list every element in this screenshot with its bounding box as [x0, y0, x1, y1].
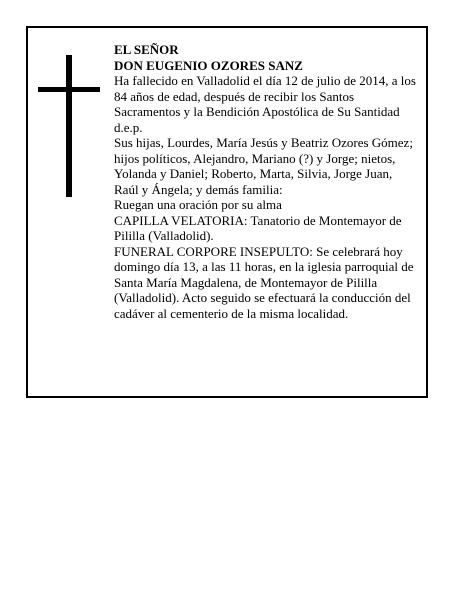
prayer-request: Ruegan una oración por su alma: [114, 197, 282, 212]
chapel-info: CAPILLA VELATORIA: Tanatorio de Montemayor de Pililla (Valladolid).: [114, 212, 402, 243]
cross-vertical-bar: [66, 55, 72, 197]
obituary-notice: [26, 26, 428, 398]
title-line: EL SEÑOR: [114, 42, 179, 57]
cross-horizontal-bar: [38, 87, 100, 92]
family-list: Sus hijas, Lourdes, María Jesús y Beatriz Ozores Gómez; hijos políticos, Alejandro, Mariano (?) y Jorge; nietos, Yolanda y Daniel; Roberto, Marta, Silvia, Jorge Juan, Raúl y Ángela; y demás familia:: [114, 135, 413, 197]
deceased-name: DON EUGENIO OZORES SANZ: [114, 57, 303, 73]
funeral-info: FUNERAL CORPORE INSEPULTO: Se celebrará hoy domingo día 13, a las 11 horas, en la iglesia parroquial de Santa María Magdalena, de Montemayor de Pililla (Valladolid). Acto seguido se efectuará la conducción del cadáver al cementerio de la misma localidad.: [114, 243, 414, 321]
cross-icon: [38, 55, 100, 197]
obituary-text: [114, 42, 420, 321]
death-announcement: Ha fallecido en Valladolid el día 12 de julio de 2014, a los 84 años de edad, después de recibir los Santos Sacramentos y la Bendición Apostólica de Su Santidad d.e.p.: [114, 73, 416, 135]
